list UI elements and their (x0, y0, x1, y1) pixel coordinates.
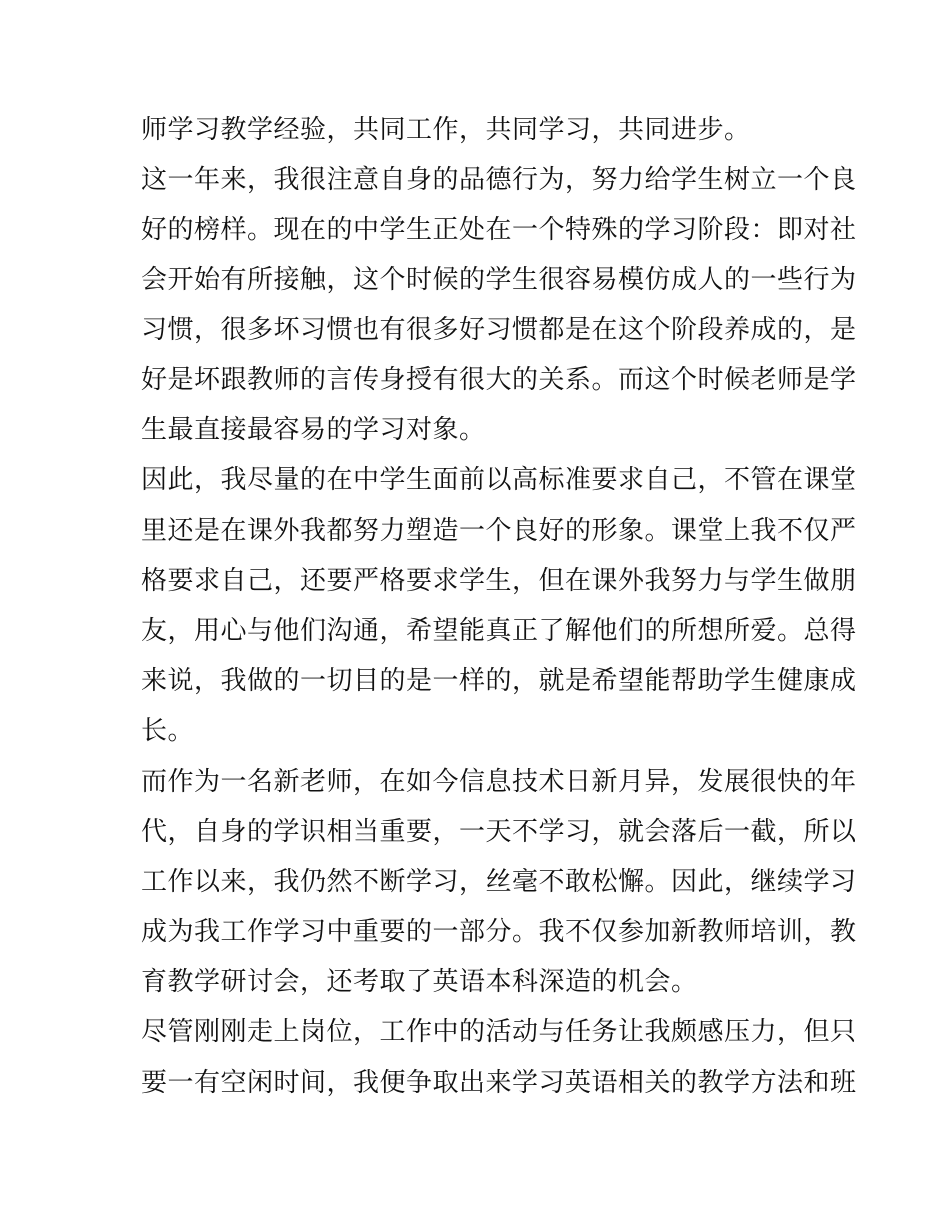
text-line: 师学习教学经验，共同工作，共同学习，共同进步。 (141, 115, 751, 145)
text-line: 格要求自己，还要严格要求学生，但在课外我努力与学生做朋 (141, 566, 857, 596)
text-line: 而作为一名新老师，在如今信息技术日新月异，发展很快的年 (141, 767, 857, 797)
text-line: 好是坏跟教师的言传身授有很大的关系。而这个时候老师是学 (141, 365, 857, 395)
text-line: 习惯，很多坏习惯也有很多好习惯都是在这个阶段养成的，是 (141, 315, 857, 345)
text-line: 里还是在课外我都努力塑造一个良好的形象。课堂上我不仅严 (141, 516, 857, 546)
text-line: 尽管刚刚走上岗位，工作中的活动与任务让我颇感压力，但只 (141, 1017, 857, 1047)
text-line: 工作以来，我仍然不断学习，丝毫不敢松懈。因此，继续学习 (141, 867, 857, 897)
text-line: 因此，我尽量的在中学生面前以高标准要求自己，不管在课堂 (141, 465, 857, 495)
text-line: 生最直接最容易的学习对象。 (141, 415, 486, 445)
text-line: 代，自身的学识相当重要，一天不学习，就会落后一截，所以 (141, 817, 857, 847)
text-line: 育教学研讨会，还考取了英语本科深造的机会。 (141, 967, 698, 997)
text-line: 这一年来，我很注意自身的品德行为，努力给学生树立一个良 (141, 165, 857, 195)
text-line: 友，用心与他们沟通，希望能真正了解他们的所想所爱。总得 (141, 616, 857, 646)
text-line: 成为我工作学习中重要的一部分。我不仅参加新教师培训，教 (141, 917, 857, 947)
text-line: 要一有空闲时间，我便争取出来学习英语相关的教学方法和班 (141, 1068, 857, 1098)
text-line: 好的榜样。现在的中学生正处在一个特殊的学习阶段：即对社 (141, 215, 857, 245)
text-line: 长。 (141, 716, 195, 746)
text-line: 来说，我做的一切目的是一样的，就是希望能帮助学生健康成 (141, 666, 857, 696)
text-line: 会开始有所接触，这个时候的学生很容易模仿成人的一些行为 (141, 265, 857, 295)
